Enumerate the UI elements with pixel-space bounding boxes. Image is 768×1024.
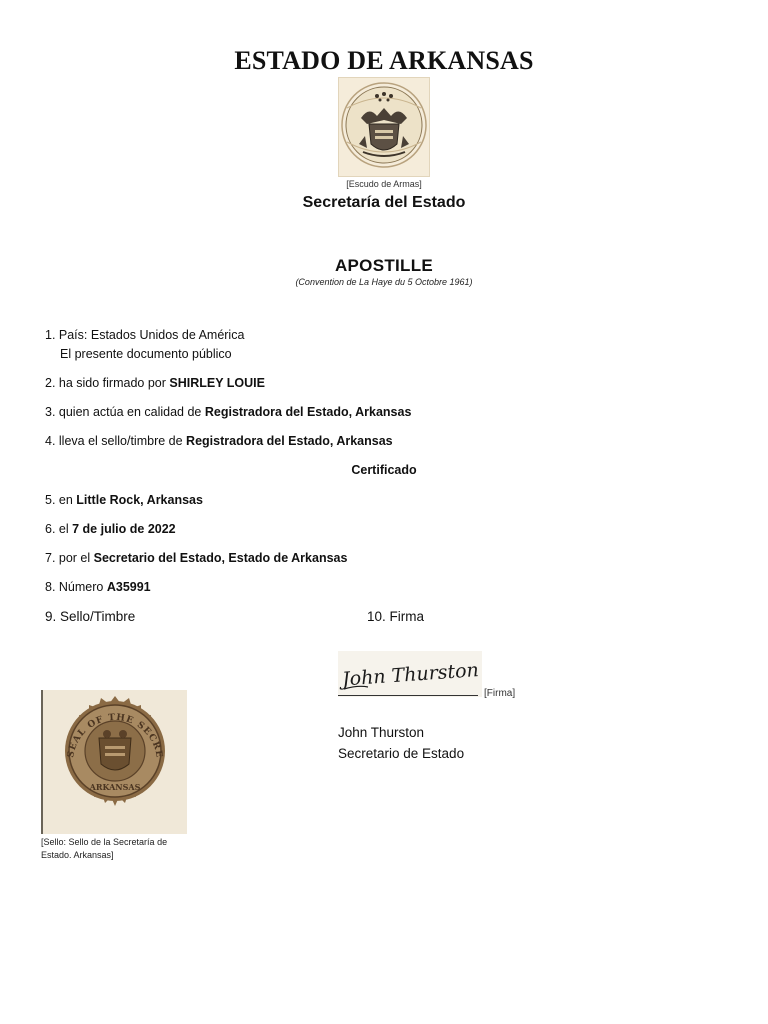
handwritten-signature — [338, 651, 482, 697]
signature-caption: [Firma] — [484, 688, 516, 699]
signer-role: Secretario de Estado — [338, 746, 465, 761]
item-6-date — [45, 522, 176, 536]
item-3-label: 3. quien actúa en calidad de — [45, 405, 205, 419]
seal-bottom-text: ARKANSAS — [89, 782, 141, 792]
item-3-capacity — [45, 405, 411, 419]
signer-name: John Thurston — [338, 725, 425, 740]
convention-reference: (Convention de La Haye du 5 Octobre 1961) — [295, 277, 473, 287]
item-8-value: A35991 — [106, 580, 151, 594]
item-7-value: Secretario del Estado, Estado de Arkansas — [93, 551, 348, 565]
item-2-signed-by — [45, 376, 265, 390]
item-7-label: 7. por el — [45, 551, 94, 565]
coat-of-arms-image — [338, 77, 430, 177]
item-8-label: 8. Número — [45, 580, 107, 594]
certified-heading: Certificado — [351, 463, 417, 477]
item-5-label: 5. en — [45, 493, 77, 507]
document-title: ESTADO DE ARKANSAS — [234, 46, 534, 75]
item-6-value: 7 de julio de 2022 — [72, 522, 176, 536]
item-4-label: 4. lleva el sello/timbre de — [45, 434, 187, 448]
item-2-value: SHIRLEY LOUIE — [169, 376, 265, 390]
item-2-label: 2. ha sido firmado por — [45, 376, 170, 390]
item-1-public-document: El presente documento público — [60, 347, 232, 361]
item-7-issued-by — [45, 551, 347, 565]
item-5-place — [45, 493, 203, 507]
item-1-country: 1. País: Estados Unidos de América — [45, 328, 245, 342]
item-9-seal-label: 9. Sello/Timbre — [45, 609, 136, 624]
item-5-value: Little Rock, Arkansas — [76, 493, 203, 507]
state-seal-image — [41, 690, 187, 834]
issuing-office: Secretaría del Estado — [302, 194, 466, 211]
signature-line — [338, 695, 478, 696]
item-10-signature-label: 10. Firma — [367, 609, 425, 624]
seal-caption: [Sello: Sello de la Secretaría de Estado. Arkansas] — [41, 837, 168, 860]
item-8-number — [45, 580, 151, 594]
seal-ring-text: SEAL OF THE SECRE — [66, 712, 164, 760]
signature-handwriting: John Thurston — [341, 659, 480, 691]
item-4-value: Registradora del Estado, Arkansas — [186, 434, 393, 448]
coat-of-arms-caption: [Escudo de Armas] — [346, 179, 422, 189]
item-4-seal-of — [45, 434, 393, 448]
item-3-value: Registradora del Estado, Arkansas — [204, 405, 412, 419]
item-6-label: 6. el — [45, 522, 73, 536]
apostille-heading: APOSTILLE — [334, 256, 434, 275]
